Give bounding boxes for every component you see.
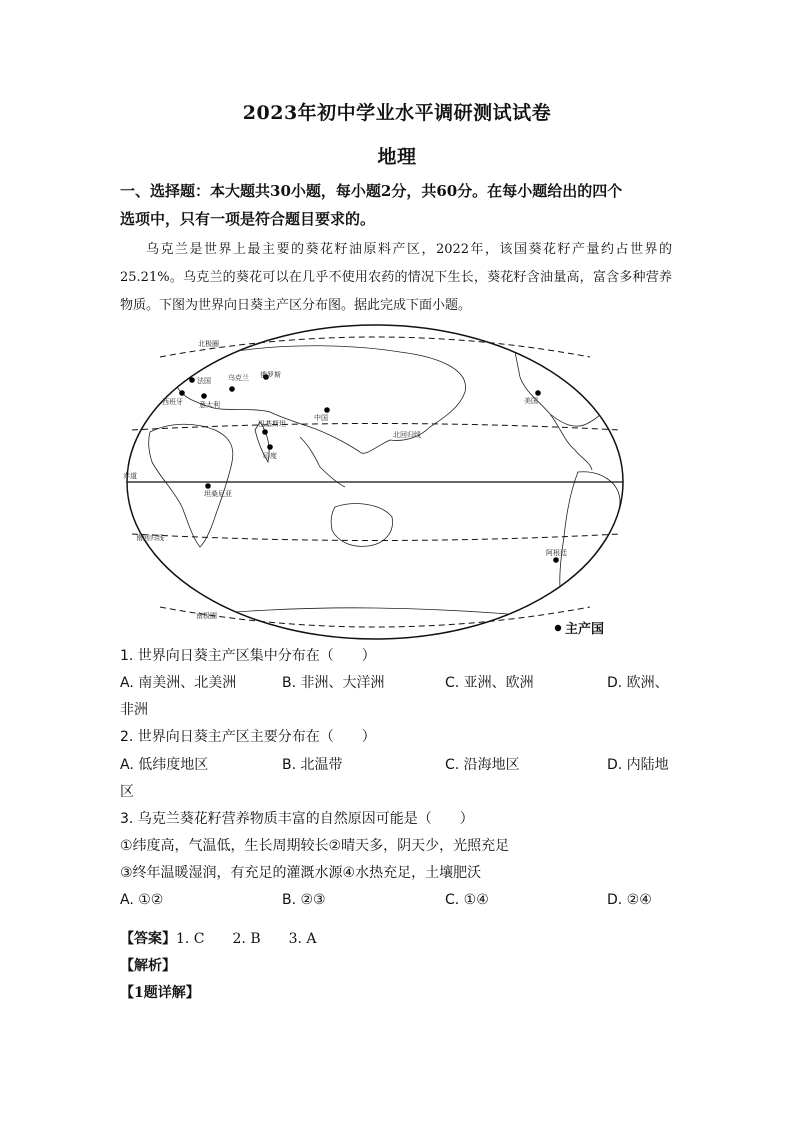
passage-text: 乌克兰是世界上最主要的葵花籽油原料产区，2022年，该国葵花籽产量约占世界的25.21%。乌克兰的葵花可以在几乎不使用农药的情况下生长，葵花籽含油量高，富含多种营养物质。下图为世界向日葵主产区分布图。据此完成下面小题。 (120, 242, 672, 313)
question-1-option-a[interactable]: A. 南美洲、北美洲 (120, 675, 237, 691)
question-3-option-b[interactable]: B. ②③ (282, 892, 326, 908)
question-1-option-d-wrap: 非洲 (120, 702, 148, 718)
dot-china (324, 407, 330, 413)
question-3-line1: ①纬度高，气温低，生长周期较长②晴天多，阴天少，光照充足 (120, 838, 510, 854)
question-2-option-c[interactable]: C. 沿海地区 (445, 757, 520, 773)
label-pakistan: 巴基斯坦 (258, 420, 286, 428)
question-2-option-a[interactable]: A. 低纬度地区 (120, 757, 209, 773)
page-title: 2023年初中学业水平调研测试试卷 (242, 102, 552, 124)
label-tanzania: 坦桑尼亚 (204, 490, 232, 498)
analysis-label (120, 953, 176, 979)
dot-spain (179, 390, 185, 396)
reading-passage (120, 236, 672, 320)
legend-dot (555, 625, 561, 631)
detail-label-text: 【1题详解】 (120, 985, 200, 1001)
section-heading (120, 177, 680, 233)
dot-ukraine (229, 386, 235, 392)
question-2-option-b[interactable]: B. 北温带 (282, 757, 343, 773)
analysis-label-text: 【解析】 (120, 958, 176, 974)
answer-label: 【答案】 (120, 931, 176, 947)
question-3-stem: 3. 乌克兰葵花籽营养物质丰富的自然原因可能是（ ） (120, 811, 474, 827)
label-tropic-n: 北回归线 (393, 431, 421, 439)
question-3-option-a[interactable]: A. ①② (120, 892, 164, 908)
question-1-option-b[interactable]: B. 非洲、大洋洲 (282, 675, 385, 691)
dot-tanzania (205, 483, 211, 489)
question-2-stem: 2. 世界向日葵主产区主要分布在（ ） (120, 729, 376, 745)
question-1-stem: 1. 世界向日葵主产区集中分布在（ ） (120, 648, 376, 664)
world-map (120, 322, 630, 646)
label-russia: 俄罗斯 (260, 371, 281, 379)
question-3-option-c[interactable]: C. ①④ (445, 892, 489, 908)
label-usa: 美国 (524, 397, 538, 405)
section-heading-line1: 一、选择题：本大题共30小题，每小题2分，共60分。在每小题给出的四个 (120, 182, 623, 200)
question-1-option-c[interactable]: C. 亚洲、欧洲 (445, 675, 534, 691)
answer-line (120, 926, 317, 952)
label-antarctic: 南极圈 (196, 612, 217, 620)
section-heading-line2: 选项中，只有一项是符合题目要求的。 (120, 210, 376, 228)
label-china: 中国 (314, 414, 328, 422)
label-france: 法国 (197, 377, 211, 385)
question-2-option-d[interactable]: D. 内陆地 (607, 757, 669, 773)
label-equator: 赤道 (123, 472, 137, 480)
dot-india (267, 444, 273, 450)
question-3-line2: ③终年温暖湿润，有充足的灌溉水源④水热充足，土壤肥沃 (120, 865, 482, 881)
label-ukraine: 乌克兰 (228, 374, 249, 382)
question-2-option-d-wrap: 区 (120, 784, 134, 800)
detail-label (120, 980, 200, 1006)
dot-argentina (553, 557, 559, 563)
label-arctic: 北极圈 (198, 340, 219, 348)
question-3-option-d[interactable]: D. ②④ (607, 892, 652, 908)
legend-label: 主产国 (565, 622, 605, 637)
dot-italy (201, 393, 207, 399)
subject-title: 地理 (377, 146, 417, 168)
label-india: 印度 (263, 452, 277, 460)
dot-usa (535, 390, 541, 396)
dot-pakistan (262, 429, 268, 435)
label-italy: 意大利 (199, 401, 220, 409)
answer-text: 1. C 2. B 3. A (176, 931, 317, 947)
label-argentina: 阿根廷 (546, 549, 567, 557)
dot-france (189, 377, 195, 383)
label-spain: 西班牙 (162, 398, 183, 406)
label-tropic-s: 南回归线 (136, 534, 164, 542)
question-1-option-d[interactable]: D. 欧洲、 (607, 675, 669, 691)
